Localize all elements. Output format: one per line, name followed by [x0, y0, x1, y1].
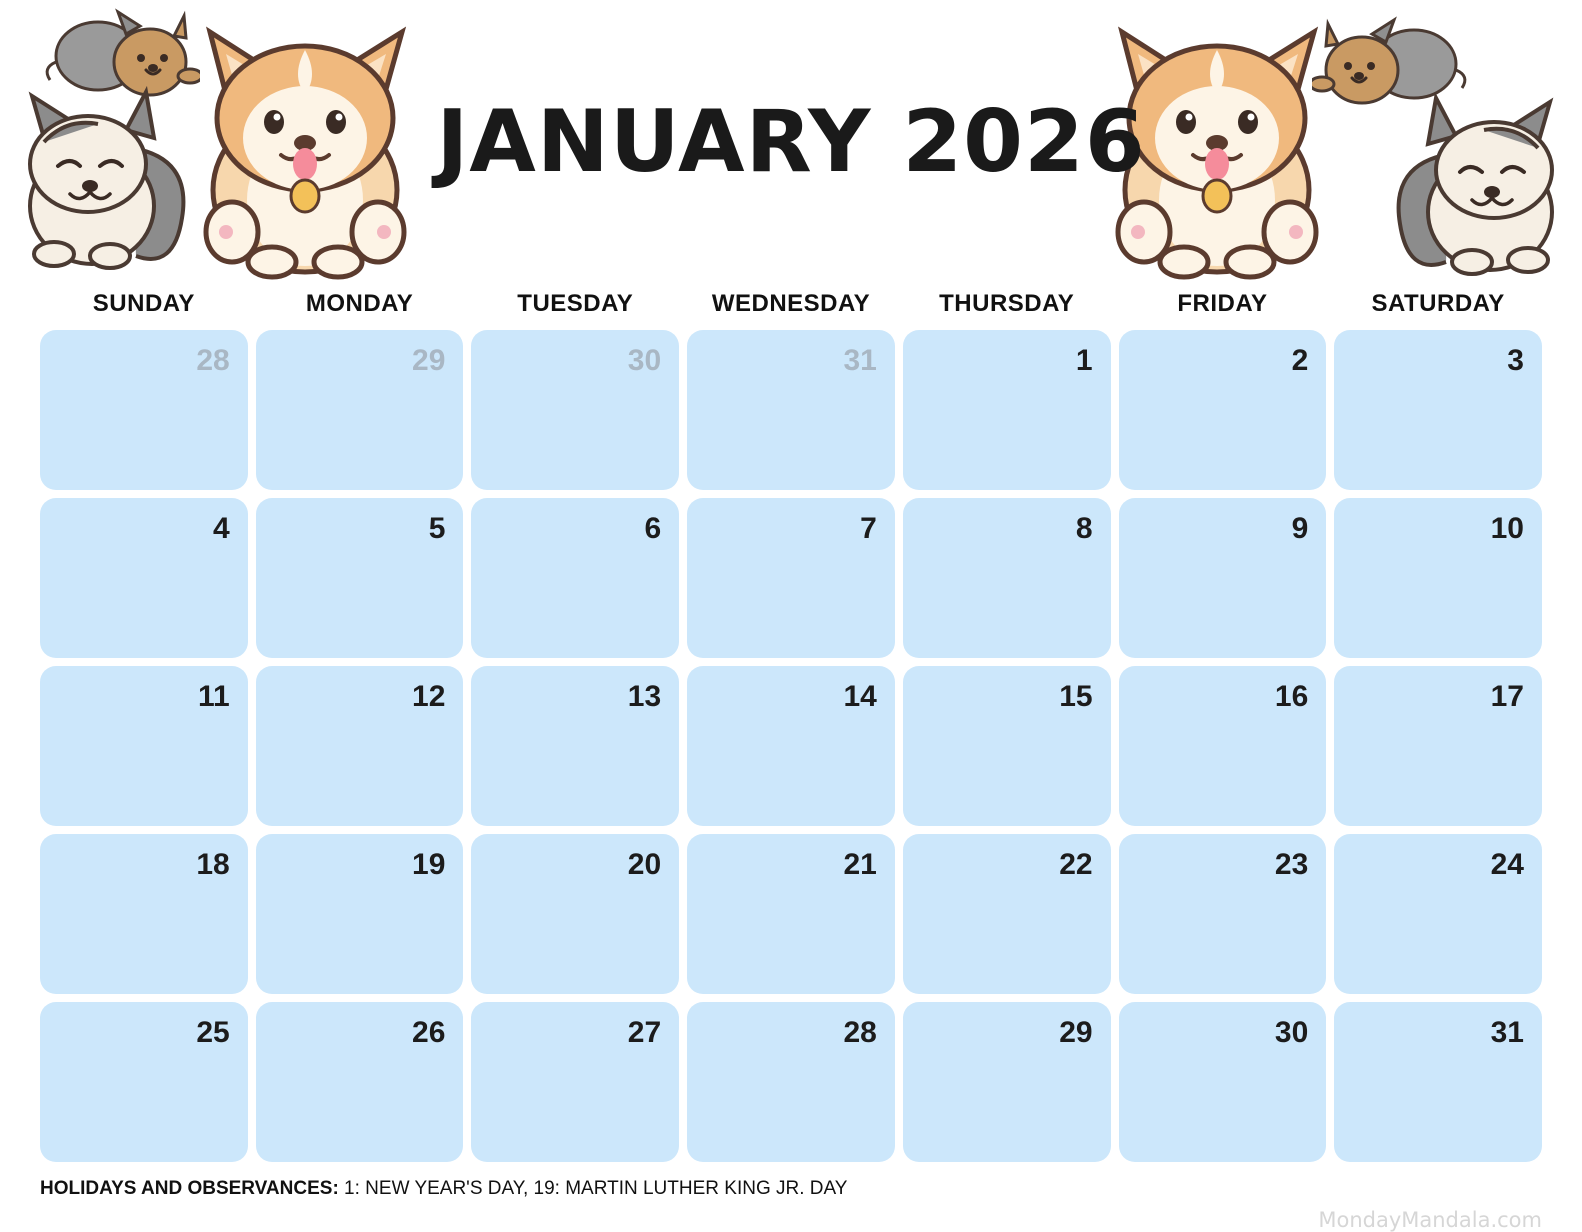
day-cell[interactable]: [1119, 498, 1327, 658]
day-cell[interactable]: [687, 1002, 895, 1162]
day-number: 9: [1291, 512, 1309, 545]
day-cell[interactable]: [256, 498, 464, 658]
day-cell[interactable]: [903, 330, 1111, 490]
day-cell[interactable]: [40, 1002, 248, 1162]
day-cell[interactable]: [687, 666, 895, 826]
day-number: 23: [1274, 848, 1309, 881]
day-number: 1: [1075, 344, 1093, 377]
weekday-tuesday: TUESDAY: [517, 290, 634, 317]
calendar-grid: [0, 330, 1582, 1162]
day-cell[interactable]: [471, 330, 679, 490]
day-number: 18: [196, 848, 230, 881]
day-number: 19: [412, 848, 446, 881]
day-number: 14: [843, 680, 877, 713]
weekday-sunday: SUNDAY: [92, 290, 195, 317]
day-number: 31: [1490, 1016, 1524, 1049]
day-cell[interactable]: [1119, 834, 1327, 994]
day-number: 12: [412, 680, 446, 713]
day-cell[interactable]: [687, 330, 895, 490]
holidays-text: 1: NEW YEAR'S DAY, 19: MARTIN LUTHER KING JR. DAY: [338, 1178, 848, 1199]
day-cell[interactable]: [40, 834, 248, 994]
day-cell[interactable]: [256, 1002, 464, 1162]
watermark: MondayMandala.com: [1318, 1208, 1542, 1232]
day-cell[interactable]: [903, 498, 1111, 658]
day-number: 3: [1507, 344, 1524, 377]
day-cell[interactable]: [471, 498, 679, 658]
day-cell[interactable]: [40, 330, 248, 490]
day-cell[interactable]: [256, 834, 464, 994]
day-number: 11: [197, 680, 230, 713]
day-number: 7: [860, 512, 877, 545]
weekday-monday: MONDAY: [305, 290, 414, 317]
day-number: 10: [1490, 512, 1524, 545]
day-cell[interactable]: [1119, 330, 1327, 490]
weekday-header-row: [0, 290, 1582, 330]
day-number: 17: [1490, 680, 1524, 713]
day-cell[interactable]: [256, 330, 464, 490]
day-number: 29: [412, 344, 446, 377]
day-number: 26: [412, 1016, 446, 1049]
day-cell[interactable]: [471, 834, 679, 994]
day-number: 22: [1059, 848, 1093, 881]
day-cell[interactable]: [903, 1002, 1111, 1162]
holidays-and-observances: [40, 1178, 1542, 1200]
day-cell[interactable]: [1334, 1002, 1542, 1162]
day-number: 20: [627, 848, 662, 881]
day-number: 28: [843, 1016, 877, 1049]
weekday-thursday: THURSDAY: [939, 290, 1075, 317]
day-cell[interactable]: [1334, 330, 1542, 490]
day-number: 21: [843, 848, 877, 881]
day-cell[interactable]: [1334, 834, 1542, 994]
day-cell[interactable]: [471, 666, 679, 826]
day-number: 30: [627, 344, 662, 377]
day-cell[interactable]: [471, 1002, 679, 1162]
day-number: 25: [196, 1016, 230, 1049]
day-cell[interactable]: [1334, 498, 1542, 658]
day-number: 5: [428, 512, 446, 545]
calendar-footer: [0, 1162, 1582, 1232]
day-number: 16: [1274, 680, 1309, 713]
day-number: 8: [1075, 512, 1093, 545]
day-cell[interactable]: [687, 834, 895, 994]
day-number: 24: [1490, 848, 1524, 881]
day-number: 4: [213, 512, 230, 545]
page-title: JANUARY 2026: [436, 92, 1146, 192]
day-cell[interactable]: [903, 834, 1111, 994]
day-number: 31: [843, 344, 877, 377]
day-number: 15: [1059, 680, 1093, 713]
weekday-saturday: SATURDAY: [1371, 290, 1505, 317]
day-number: 6: [644, 512, 662, 545]
day-cell[interactable]: [40, 666, 248, 826]
day-cell[interactable]: [903, 666, 1111, 826]
day-cell[interactable]: [687, 498, 895, 658]
day-number: 28: [196, 344, 230, 377]
holidays-label: HOLIDAYS AND OBSERVANCES:: [40, 1178, 339, 1199]
day-number: 30: [1274, 1016, 1309, 1049]
day-cell[interactable]: [256, 666, 464, 826]
day-cell[interactable]: [1119, 666, 1327, 826]
day-number: 27: [627, 1016, 662, 1049]
day-cell[interactable]: [1119, 1002, 1327, 1162]
day-cell[interactable]: [40, 498, 248, 658]
weekday-wednesday: WEDNESDAY: [711, 290, 871, 317]
weekday-friday: FRIDAY: [1177, 290, 1268, 317]
day-number: 29: [1059, 1016, 1093, 1049]
day-cell[interactable]: [1334, 666, 1542, 826]
day-number: 13: [627, 680, 662, 713]
calendar-header: [0, 0, 1582, 290]
day-number: 2: [1291, 344, 1309, 377]
